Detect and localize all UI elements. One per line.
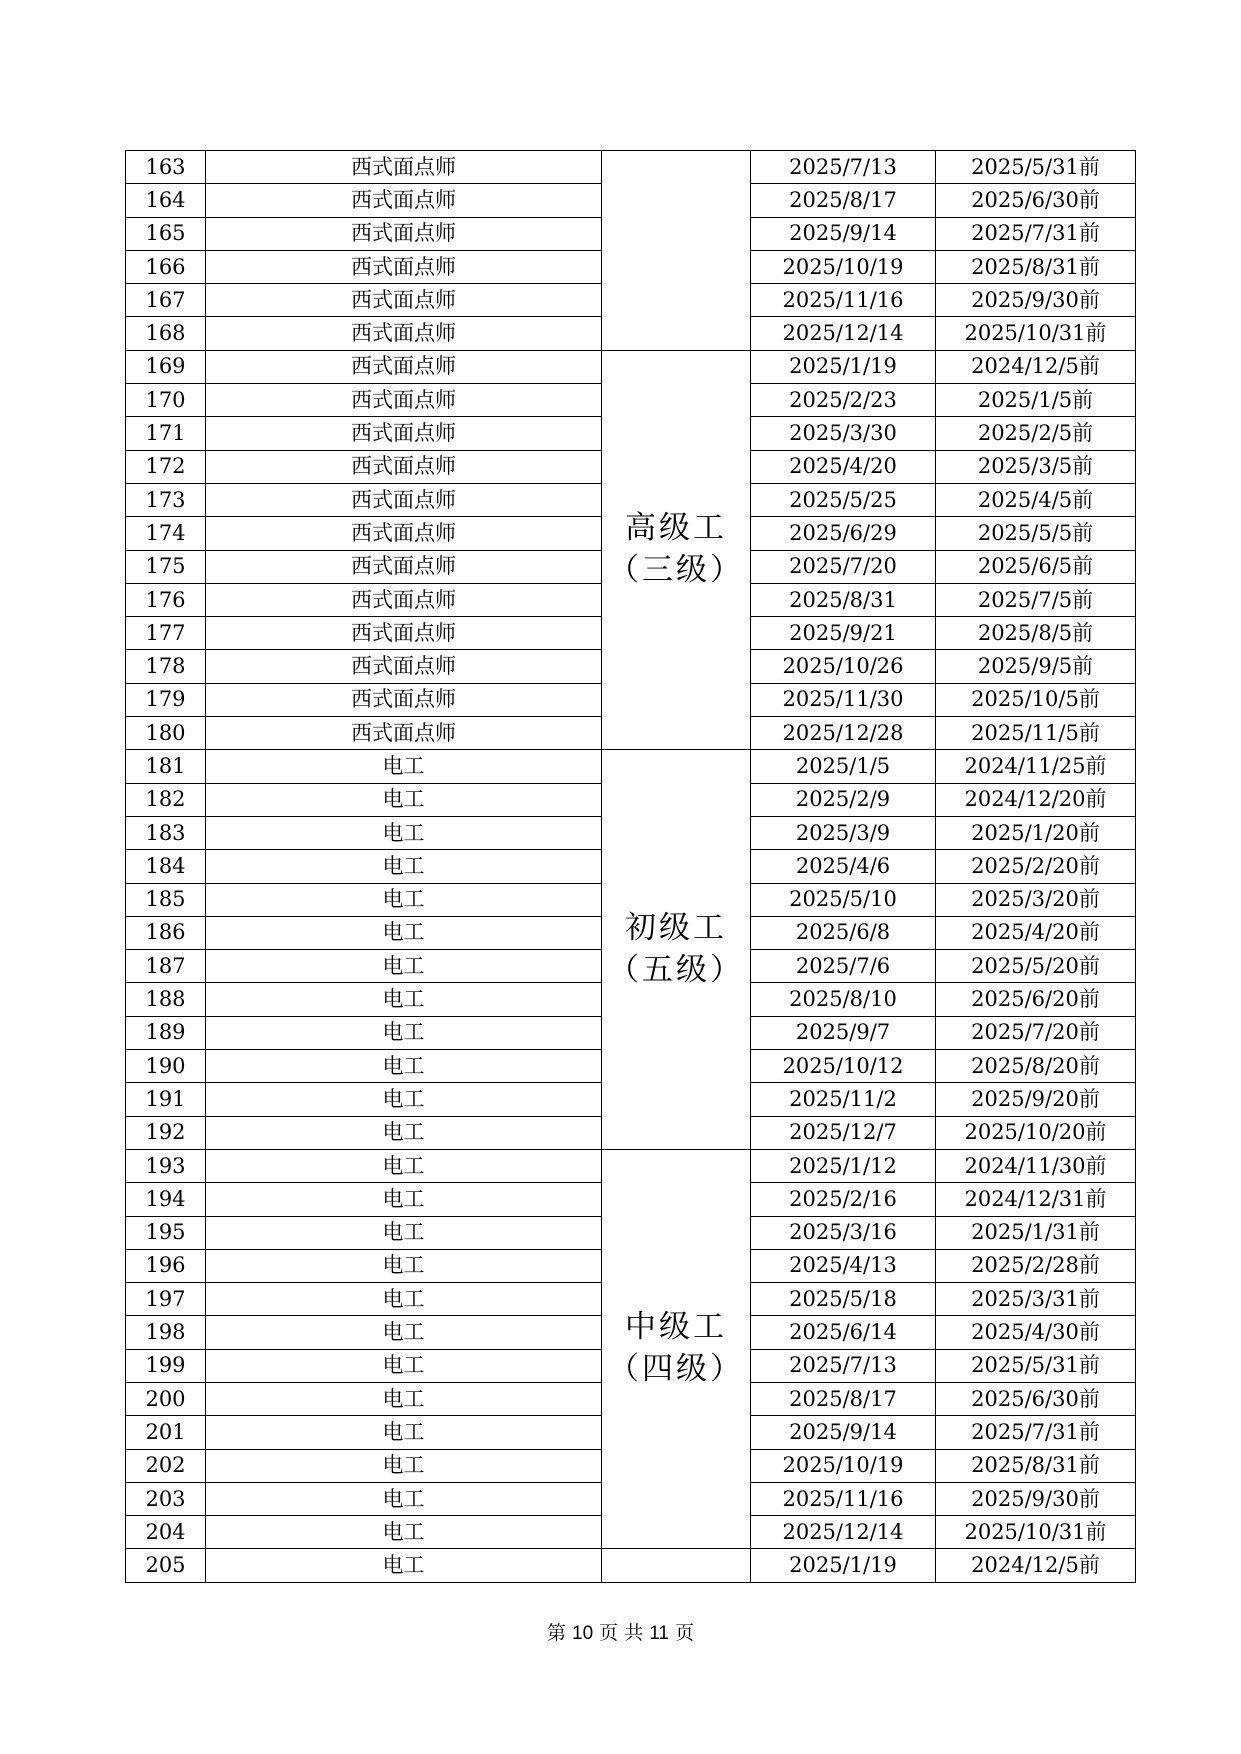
registration-deadline-cell: 2025/8/5前 (936, 617, 1136, 650)
exam-date-cell: 2025/11/16 (751, 1482, 936, 1515)
exam-date-cell: 2025/10/26 (751, 650, 936, 683)
row-number-cell: 176 (126, 583, 206, 616)
registration-deadline-cell: 2025/9/30前 (936, 1482, 1136, 1515)
occupation-cell: 电工 (206, 850, 602, 883)
row-number-cell: 202 (126, 1449, 206, 1482)
exam-date-cell: 2025/6/29 (751, 517, 936, 550)
occupation-cell: 电工 (206, 750, 602, 783)
exam-date-cell: 2025/8/17 (751, 184, 936, 217)
exam-date-cell: 2025/4/13 (751, 1249, 936, 1282)
footer-page-prefix: 第 (547, 1622, 567, 1644)
row-number-cell: 181 (126, 750, 206, 783)
registration-deadline-cell: 2024/12/5前 (936, 350, 1136, 383)
row-number-cell: 205 (126, 1549, 206, 1582)
registration-deadline-cell: 2025/1/20前 (936, 816, 1136, 849)
row-number-cell: 201 (126, 1416, 206, 1449)
page-footer (0, 1618, 1241, 1645)
exam-date-cell: 2025/3/30 (751, 417, 936, 450)
occupation-cell: 电工 (206, 916, 602, 949)
level-grade: （五级） (608, 951, 744, 988)
registration-deadline-cell: 2025/6/5前 (936, 550, 1136, 583)
registration-deadline-cell: 2025/5/31前 (936, 1349, 1136, 1382)
exam-date-cell: 2025/1/19 (751, 1549, 936, 1582)
occupation-cell: 西式面点师 (206, 217, 602, 250)
table-row (126, 1549, 1136, 1582)
row-number-cell: 168 (126, 317, 206, 350)
registration-deadline-cell: 2025/7/31前 (936, 217, 1136, 250)
level-cell (602, 1149, 751, 1549)
level-cell (602, 151, 751, 351)
row-number-cell: 165 (126, 217, 206, 250)
registration-deadline-cell: 2025/6/20前 (936, 983, 1136, 1016)
exam-date-cell: 2025/12/14 (751, 317, 936, 350)
registration-deadline-cell: 2025/9/5前 (936, 650, 1136, 683)
exam-date-cell: 2025/9/7 (751, 1016, 936, 1049)
exam-date-cell: 2025/2/9 (751, 783, 936, 816)
exam-date-cell: 2025/11/30 (751, 683, 936, 716)
exam-date-cell: 2025/3/9 (751, 816, 936, 849)
registration-deadline-cell: 2025/10/5前 (936, 683, 1136, 716)
registration-deadline-cell: 2025/7/20前 (936, 1016, 1136, 1049)
occupation-cell: 电工 (206, 1516, 602, 1549)
occupation-cell: 西式面点师 (206, 683, 602, 716)
exam-date-cell: 2025/2/16 (751, 1183, 936, 1216)
exam-date-cell: 2025/9/14 (751, 217, 936, 250)
exam-date-cell: 2025/2/23 (751, 384, 936, 417)
registration-deadline-cell: 2025/3/20前 (936, 883, 1136, 916)
occupation-cell: 电工 (206, 1349, 602, 1382)
exam-date-cell: 2025/9/14 (751, 1416, 936, 1449)
occupation-cell: 电工 (206, 1482, 602, 1515)
occupation-cell: 西式面点师 (206, 151, 602, 184)
row-number-cell: 167 (126, 284, 206, 317)
row-number-cell: 180 (126, 717, 206, 750)
row-number-cell: 204 (126, 1516, 206, 1549)
occupation-cell: 西式面点师 (206, 517, 602, 550)
registration-deadline-cell: 2025/2/20前 (936, 850, 1136, 883)
registration-deadline-cell: 2025/11/5前 (936, 717, 1136, 750)
occupation-cell: 电工 (206, 1116, 602, 1149)
registration-deadline-cell: 2025/9/30前 (936, 284, 1136, 317)
occupation-cell: 西式面点师 (206, 550, 602, 583)
exam-date-cell: 2025/7/20 (751, 550, 936, 583)
exam-date-cell: 2025/8/31 (751, 583, 936, 616)
occupation-cell: 电工 (206, 883, 602, 916)
row-number-cell: 183 (126, 816, 206, 849)
level-title: 高级工 (625, 510, 727, 547)
exam-date-cell: 2025/10/19 (751, 1449, 936, 1482)
occupation-cell: 西式面点师 (206, 284, 602, 317)
registration-deadline-cell: 2024/12/5前 (936, 1549, 1136, 1582)
registration-deadline-cell: 2025/4/30前 (936, 1316, 1136, 1349)
exam-date-cell: 2025/12/14 (751, 1516, 936, 1549)
occupation-cell: 西式面点师 (206, 617, 602, 650)
exam-date-cell: 2025/4/20 (751, 450, 936, 483)
registration-deadline-cell: 2025/10/20前 (936, 1116, 1136, 1149)
exam-date-cell: 2025/5/18 (751, 1283, 936, 1316)
row-number-cell: 195 (126, 1216, 206, 1249)
row-number-cell: 164 (126, 184, 206, 217)
occupation-cell: 西式面点师 (206, 717, 602, 750)
exam-date-cell: 2025/4/6 (751, 850, 936, 883)
row-number-cell: 177 (126, 617, 206, 650)
row-number-cell: 188 (126, 983, 206, 1016)
occupation-cell: 电工 (206, 816, 602, 849)
level-title: 初级工 (625, 909, 727, 946)
registration-deadline-cell: 2025/3/5前 (936, 450, 1136, 483)
registration-deadline-cell: 2025/4/20前 (936, 916, 1136, 949)
row-number-cell: 173 (126, 483, 206, 516)
row-number-cell: 169 (126, 350, 206, 383)
footer-page-mid: 页 共 (599, 1622, 644, 1644)
exam-date-cell: 2025/5/10 (751, 883, 936, 916)
exam-date-cell: 2025/5/25 (751, 483, 936, 516)
occupation-cell: 西式面点师 (206, 384, 602, 417)
row-number-cell: 170 (126, 384, 206, 417)
registration-deadline-cell: 2025/5/31前 (936, 151, 1136, 184)
registration-deadline-cell: 2025/8/31前 (936, 1449, 1136, 1482)
exam-date-cell: 2025/10/19 (751, 250, 936, 283)
row-number-cell: 193 (126, 1149, 206, 1182)
occupation-cell: 西式面点师 (206, 184, 602, 217)
exam-schedule-table (125, 150, 1136, 1583)
row-number-cell: 186 (126, 916, 206, 949)
registration-deadline-cell: 2025/7/31前 (936, 1416, 1136, 1449)
exam-date-cell: 2025/9/21 (751, 617, 936, 650)
occupation-cell: 电工 (206, 783, 602, 816)
table-row (126, 750, 1136, 783)
occupation-cell: 西式面点师 (206, 450, 602, 483)
registration-deadline-cell: 2024/11/25前 (936, 750, 1136, 783)
occupation-cell: 西式面点师 (206, 583, 602, 616)
table-row (126, 151, 1136, 184)
row-number-cell: 171 (126, 417, 206, 450)
occupation-cell: 西式面点师 (206, 250, 602, 283)
registration-deadline-cell: 2025/3/31前 (936, 1283, 1136, 1316)
exam-date-cell: 2025/1/5 (751, 750, 936, 783)
occupation-cell: 西式面点师 (206, 650, 602, 683)
row-number-cell: 203 (126, 1482, 206, 1515)
row-number-cell: 196 (126, 1249, 206, 1282)
registration-deadline-cell: 2025/2/28前 (936, 1249, 1136, 1282)
occupation-cell: 电工 (206, 1449, 602, 1482)
row-number-cell: 191 (126, 1083, 206, 1116)
row-number-cell: 190 (126, 1050, 206, 1083)
occupation-cell: 电工 (206, 1249, 602, 1282)
exam-date-cell: 2025/7/13 (751, 1349, 936, 1382)
row-number-cell: 175 (126, 550, 206, 583)
registration-deadline-cell: 2025/2/5前 (936, 417, 1136, 450)
level-grade: （四级） (608, 1351, 744, 1388)
registration-deadline-cell: 2025/8/31前 (936, 250, 1136, 283)
occupation-cell: 电工 (206, 1216, 602, 1249)
level-grade: （三级） (608, 552, 744, 589)
row-number-cell: 178 (126, 650, 206, 683)
occupation-cell: 电工 (206, 1016, 602, 1049)
occupation-cell: 电工 (206, 1050, 602, 1083)
exam-date-cell: 2025/6/14 (751, 1316, 936, 1349)
level-cell (602, 750, 751, 1150)
row-number-cell: 192 (126, 1116, 206, 1149)
exam-schedule-body (126, 151, 1136, 1583)
occupation-cell: 电工 (206, 1149, 602, 1182)
occupation-cell: 电工 (206, 1083, 602, 1116)
row-number-cell: 184 (126, 850, 206, 883)
exam-date-cell: 2025/11/16 (751, 284, 936, 317)
registration-deadline-cell: 2025/1/5前 (936, 384, 1136, 417)
row-number-cell: 179 (126, 683, 206, 716)
exam-date-cell: 2025/1/12 (751, 1149, 936, 1182)
table-row (126, 350, 1136, 383)
row-number-cell: 182 (126, 783, 206, 816)
table-row (126, 1149, 1136, 1182)
row-number-cell: 185 (126, 883, 206, 916)
registration-deadline-cell: 2024/12/20前 (936, 783, 1136, 816)
occupation-cell: 电工 (206, 1283, 602, 1316)
row-number-cell: 172 (126, 450, 206, 483)
footer-page-number: 10 (572, 1623, 594, 1644)
occupation-cell: 西式面点师 (206, 350, 602, 383)
row-number-cell: 198 (126, 1316, 206, 1349)
exam-date-cell: 2025/7/6 (751, 950, 936, 983)
registration-deadline-cell: 2025/1/31前 (936, 1216, 1136, 1249)
registration-deadline-cell: 2024/11/30前 (936, 1149, 1136, 1182)
row-number-cell: 163 (126, 151, 206, 184)
occupation-cell: 电工 (206, 1416, 602, 1449)
level-cell (602, 350, 751, 750)
level-cell (602, 1549, 751, 1582)
level-title: 中级工 (625, 1309, 727, 1346)
exam-date-cell: 2025/8/17 (751, 1382, 936, 1415)
registration-deadline-cell: 2025/4/5前 (936, 483, 1136, 516)
exam-date-cell: 2025/11/2 (751, 1083, 936, 1116)
occupation-cell: 电工 (206, 950, 602, 983)
row-number-cell: 197 (126, 1283, 206, 1316)
row-number-cell: 166 (126, 250, 206, 283)
exam-date-cell: 2025/1/19 (751, 350, 936, 383)
exam-date-cell: 2025/8/10 (751, 983, 936, 1016)
registration-deadline-cell: 2025/5/5前 (936, 517, 1136, 550)
occupation-cell: 西式面点师 (206, 317, 602, 350)
registration-deadline-cell: 2025/6/30前 (936, 1382, 1136, 1415)
registration-deadline-cell: 2025/5/20前 (936, 950, 1136, 983)
exam-date-cell: 2025/6/8 (751, 916, 936, 949)
occupation-cell: 西式面点师 (206, 417, 602, 450)
registration-deadline-cell: 2025/6/30前 (936, 184, 1136, 217)
row-number-cell: 194 (126, 1183, 206, 1216)
registration-deadline-cell: 2025/10/31前 (936, 1516, 1136, 1549)
row-number-cell: 189 (126, 1016, 206, 1049)
occupation-cell: 电工 (206, 1316, 602, 1349)
registration-deadline-cell: 2025/7/5前 (936, 583, 1136, 616)
footer-page-suffix: 页 (674, 1622, 694, 1644)
occupation-cell: 西式面点师 (206, 483, 602, 516)
registration-deadline-cell: 2024/12/31前 (936, 1183, 1136, 1216)
occupation-cell: 电工 (206, 1549, 602, 1582)
registration-deadline-cell: 2025/9/20前 (936, 1083, 1136, 1116)
row-number-cell: 187 (126, 950, 206, 983)
exam-date-cell: 2025/12/28 (751, 717, 936, 750)
occupation-cell: 电工 (206, 1183, 602, 1216)
footer-total-pages: 11 (649, 1623, 669, 1644)
exam-date-cell: 2025/10/12 (751, 1050, 936, 1083)
occupation-cell: 电工 (206, 1382, 602, 1415)
exam-date-cell: 2025/3/16 (751, 1216, 936, 1249)
registration-deadline-cell: 2025/8/20前 (936, 1050, 1136, 1083)
row-number-cell: 200 (126, 1382, 206, 1415)
registration-deadline-cell: 2025/10/31前 (936, 317, 1136, 350)
exam-date-cell: 2025/12/7 (751, 1116, 936, 1149)
occupation-cell: 电工 (206, 983, 602, 1016)
exam-date-cell: 2025/7/13 (751, 151, 936, 184)
row-number-cell: 199 (126, 1349, 206, 1382)
row-number-cell: 174 (126, 517, 206, 550)
